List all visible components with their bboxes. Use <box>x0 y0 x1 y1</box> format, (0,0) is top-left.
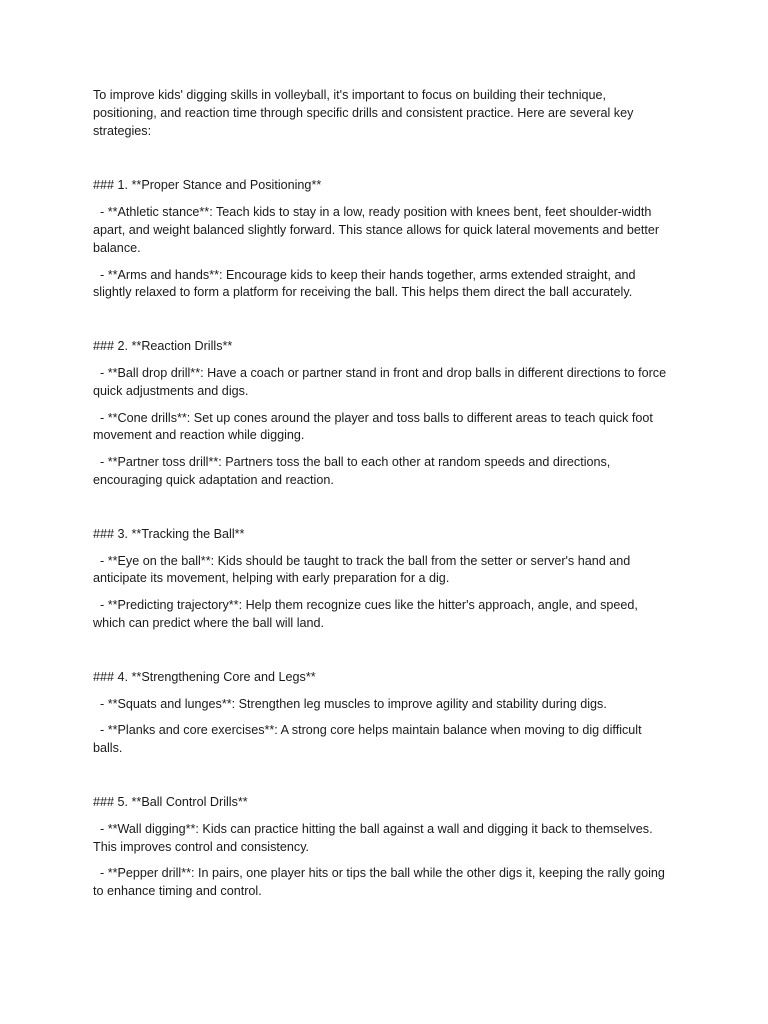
intro-paragraph: To improve kids' digging skills in volleyball, it's important to focus on building their technique, positioning, and reaction time through specific drills and consistent practice. Here are several key strategies: <box>93 88 634 138</box>
section-strengthening-core <box>93 669 672 758</box>
section-heading: ### 2. **Reaction Drills** <box>93 339 233 354</box>
section-ball-control-drills <box>93 794 672 901</box>
list-item: - **Athletic stance**: Teach kids to stay in a low, ready position with knees bent, feet shoulder-width apart, and weight balanced slightly forward. This stance allows for quick lateral movements and better balance. <box>93 205 663 255</box>
section-reaction-drills <box>93 338 672 490</box>
list-item: - **Squats and lunges**: Strengthen leg muscles to improve agility and stability during digs. <box>93 696 607 711</box>
section-heading: ### 4. **Strengthening Core and Legs** <box>93 669 316 684</box>
list-item: - **Cone drills**: Set up cones around the player and toss balls to different areas to teach quick foot movement and reaction while digging. <box>93 410 657 443</box>
list-item: - **Partner toss drill**: Partners toss the ball to each other at random speeds and directions, encouraging quick adaptation and reaction. <box>93 455 614 487</box>
list-item: - **Arms and hands**: Encourage kids to keep their hands together, arms extended straight, and slightly relaxed to form a platform for receiving the ball. This helps them direct the ball accurately. <box>93 267 640 300</box>
section-heading: ### 1. **Proper Stance and Positioning** <box>93 178 322 193</box>
section-proper-stance <box>93 177 672 302</box>
list-item: - **Pepper drill**: In pairs, one player hits or tips the ball while the other digs it, keeping the rally going to enhance timing and control. <box>93 866 669 899</box>
list-item: - **Predicting trajectory**: Help them recognize cues like the hitter's approach, angle, and speed, which can predict where the ball will land. <box>93 598 642 630</box>
list-item: - **Ball drop drill**: Have a coach or partner stand in front and drop balls in different directions to force quick adjustments and digs. <box>93 365 670 398</box>
list-item: - **Eye on the ball**: Kids should be taught to track the ball from the setter or server's hand and anticipate its movement, helping with early preparation for a dig. <box>93 553 634 586</box>
list-item: - **Planks and core exercises**: A strong core helps maintain balance when moving to dig difficult balls. <box>93 723 646 756</box>
section-tracking-the-ball <box>93 526 672 633</box>
section-heading: ### 5. **Ball Control Drills** <box>93 794 248 809</box>
list-item: - **Wall digging**: Kids can practice hitting the ball against a wall and digging it back to themselves. This improves control and consistency. <box>93 821 656 854</box>
section-heading: ### 3. **Tracking the Ball** <box>93 526 245 541</box>
